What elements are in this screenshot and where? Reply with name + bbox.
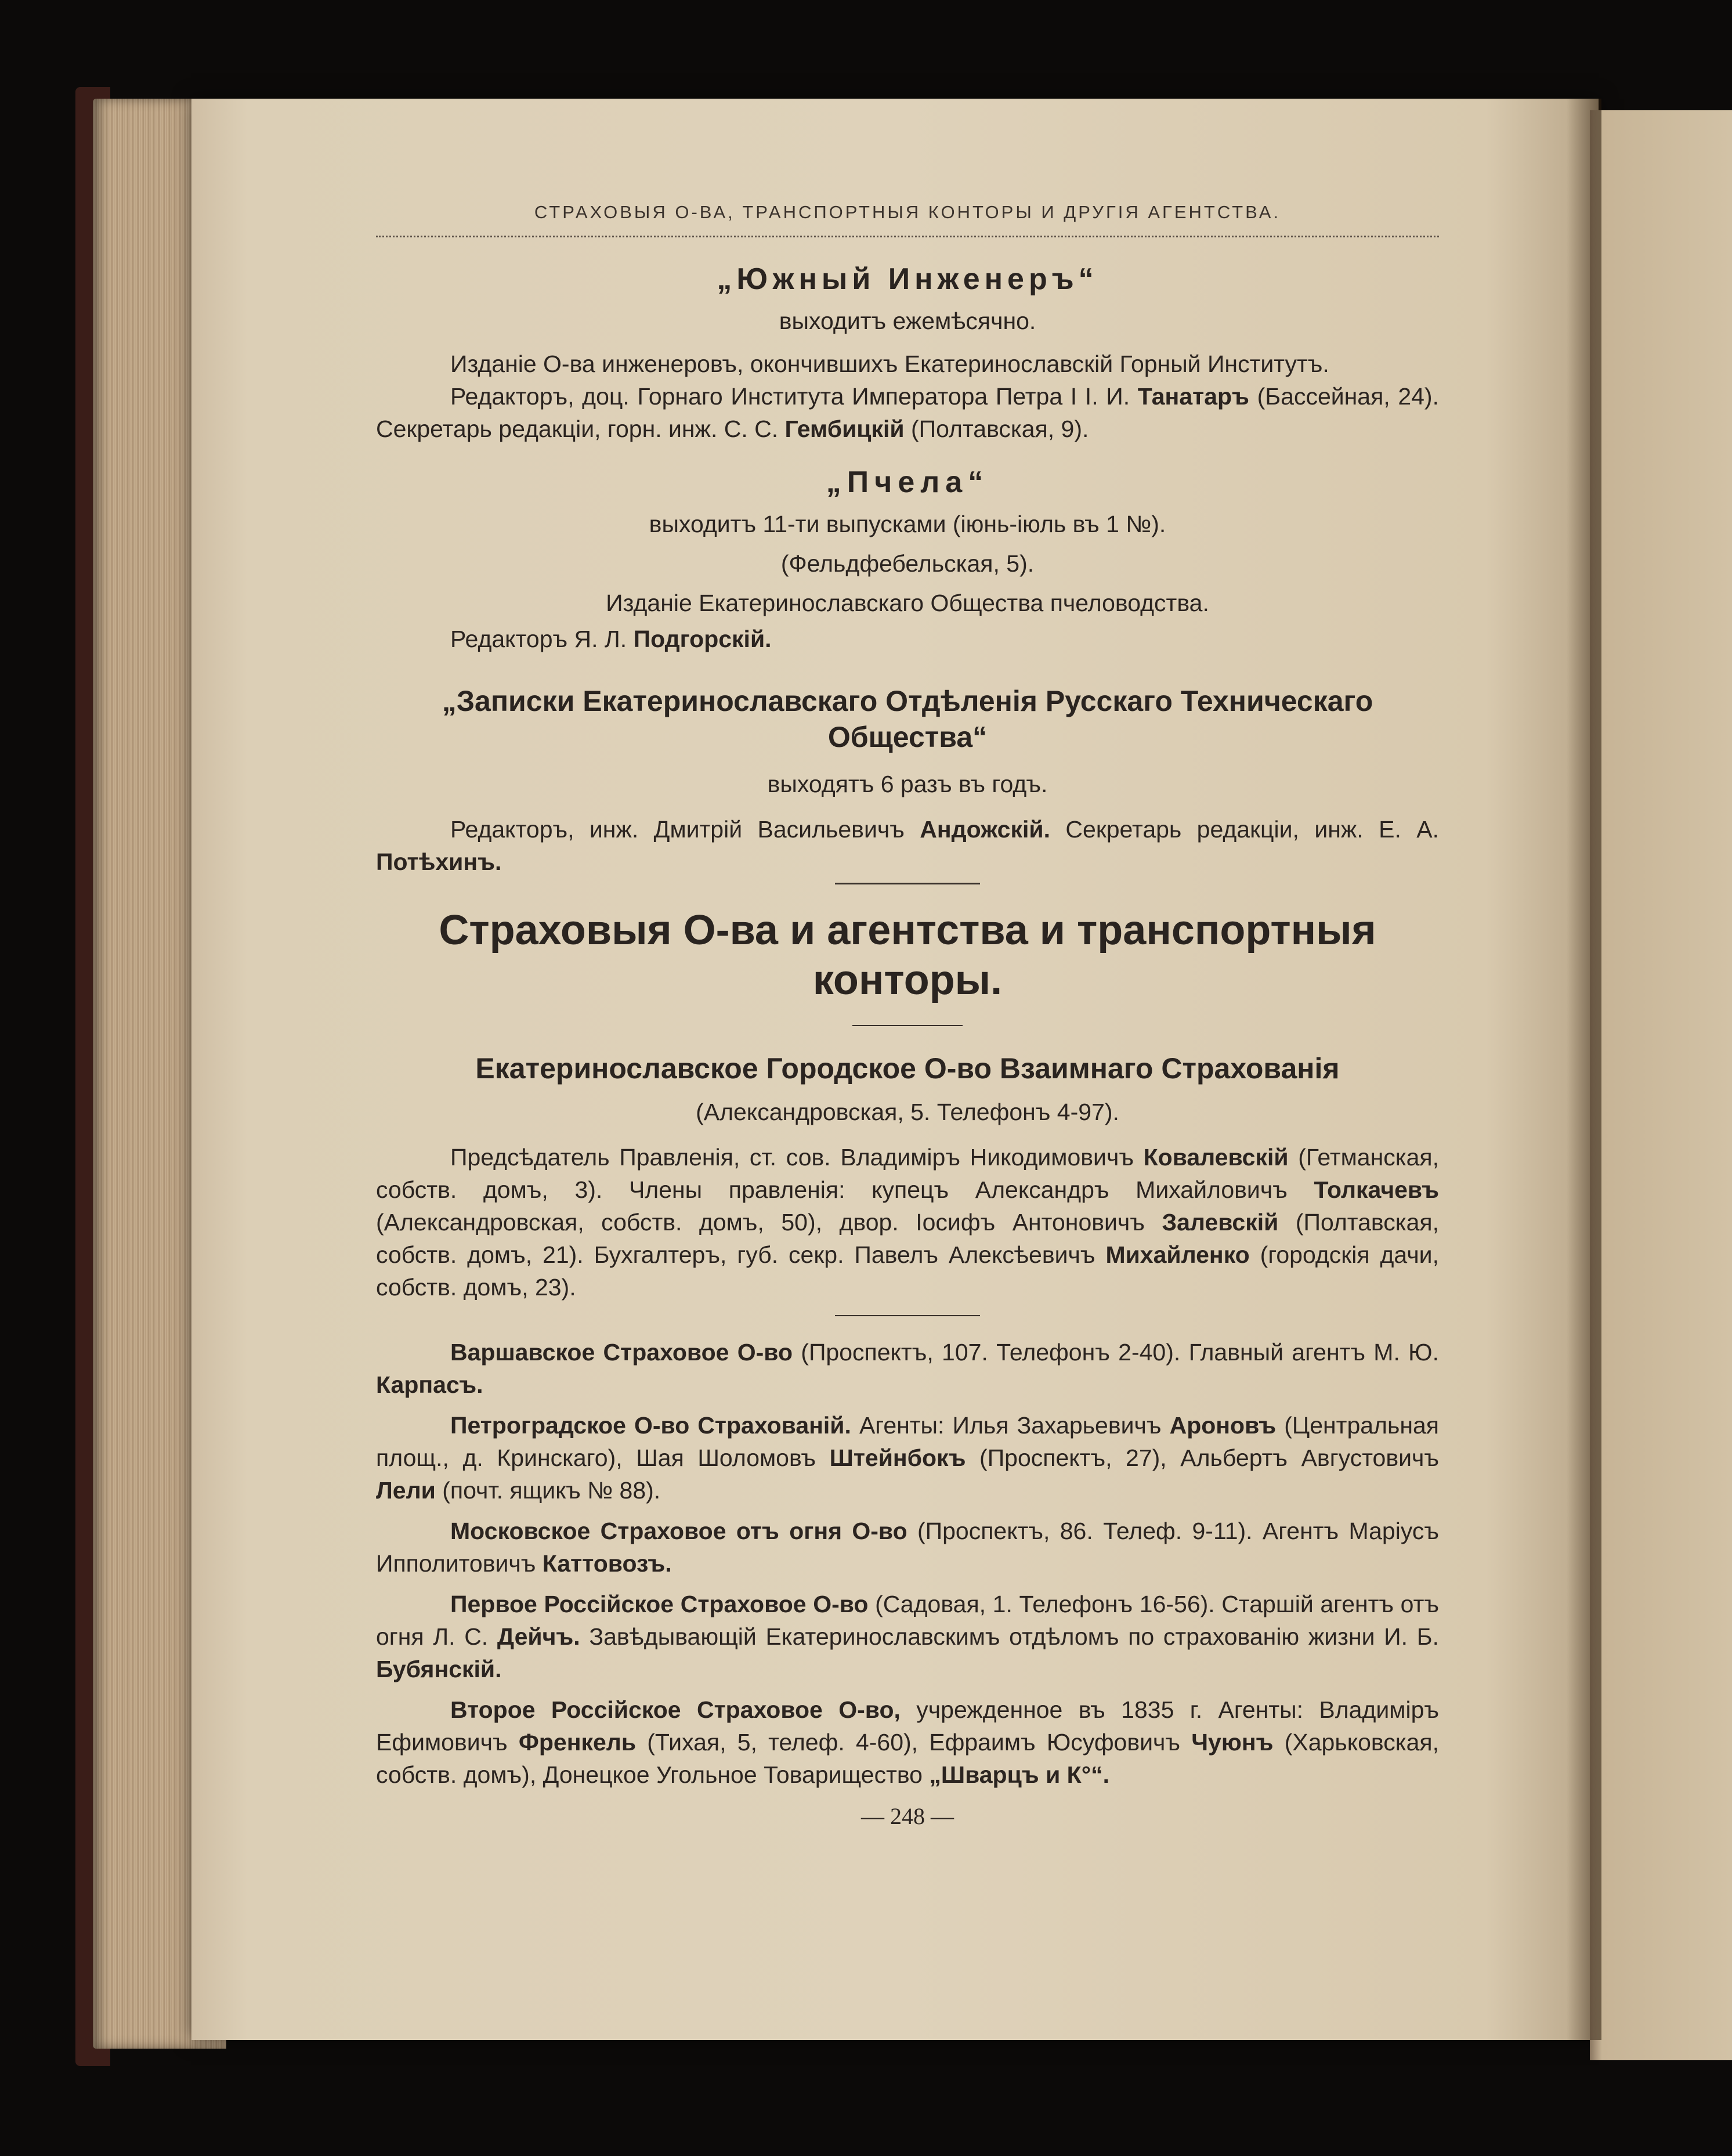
yuzhny-frequency: выходитъ ежемѣсячно. (779, 308, 1036, 334)
person-name: Залевскій (1162, 1209, 1279, 1236)
moscow-entry (376, 1515, 1439, 1580)
zapiski-editors (376, 813, 1439, 878)
person-name: „Шварцъ и К°“. (929, 1761, 1109, 1788)
person-name: Френкель (518, 1729, 637, 1756)
first-russian-entry (376, 1588, 1439, 1685)
text-span: (Проспектъ, 27), Альбертъ Августовичъ (979, 1444, 1439, 1471)
header-rule (376, 227, 1439, 237)
text-span: Завѣдывающій Екатеринославскимъ отдѣломъ по страхованію жизни И. Б. (589, 1623, 1439, 1650)
text-span: (Полтавская, собств. домъ, 21). Бухгалтеръ, губ. секр. Павелъ Алексѣевичъ (376, 1209, 1439, 1268)
person-name: Потѣхинъ. (376, 848, 502, 875)
page-gutter (1567, 99, 1601, 2040)
pchela-publisher: Изданіе Екатеринославскаго Общества пчеловодства. (606, 590, 1209, 616)
person-name: Подгорскій. (633, 626, 772, 652)
section-title: Страховыя О-ва и агентства и транспортныя конторы. (439, 907, 1376, 1003)
company-name: Московское Страховое отъ огня О-во (450, 1518, 907, 1544)
text-span: Предсѣдатель Правленія, ст. сов. Владиміръ Никодимовичъ (450, 1144, 1134, 1171)
text-span: (почт. ящикъ № 88). (442, 1477, 661, 1504)
text-span: (Александровская, собств. домъ, 50), двор. Іосифъ Антоновичъ (376, 1209, 1145, 1236)
person-name: Штейнбокъ (829, 1444, 966, 1471)
zapiski-frequency: выходятъ 6 разъ въ годъ. (767, 771, 1048, 797)
text-span: (Бассейная, 24). Секретарь редакціи, горн. инж. С. С. (376, 383, 1439, 442)
company-name: Петроградское О-во Страхованій. (450, 1412, 851, 1439)
pchela-frequency: выходитъ 11-ти выпусками (іюнь-іюль въ 1 №). (649, 511, 1166, 537)
text-span: (Тихая, 5, телеф. 4-60), Ефраимъ Юсуфовичъ (647, 1729, 1181, 1756)
text-span: (Проспектъ, 107. Телефонъ 2-40). Главный агентъ М. Ю. (801, 1339, 1439, 1366)
pchela-editor (376, 623, 1439, 655)
person-name: Танатаръ (1137, 383, 1249, 410)
person-name: Гембицкій (784, 416, 905, 442)
company-name: Второе Россійское Страховое О-во, (450, 1696, 901, 1723)
facing-page (1590, 110, 1732, 2060)
text-span: (Харьковская, собств. домъ), Донецкое Угольное Товарищество (376, 1729, 1439, 1788)
pchela-title: „Пчела“ (826, 465, 989, 499)
page-content (376, 192, 1439, 1830)
person-name: Карпасъ. (376, 1371, 483, 1398)
person-name: Каттовозъ. (542, 1550, 672, 1577)
person-name: Михайленко (1105, 1241, 1250, 1268)
person-name: Ароновъ (1169, 1412, 1277, 1439)
person-name: Лели (376, 1477, 436, 1504)
yuzhny-editors (376, 380, 1439, 445)
person-name: Дейчъ. (497, 1623, 580, 1650)
company-name: Варшавское Страховое О-во (450, 1339, 793, 1366)
section-divider-small (852, 1025, 963, 1026)
ekat-title: Екатеринославское Городское О-во Взаимнаго Страхованія (475, 1052, 1340, 1085)
text-span: Агенты: Илья Захарьевичъ (859, 1412, 1162, 1439)
text-span: Секретарь редакціи, инж. Е. А. (1065, 816, 1439, 843)
zapiski-title: „Записки Екатеринославскаго Отдѣленія Русскаго Техническаго Общества“ (442, 685, 1373, 753)
person-name: Бубянскій. (376, 1656, 502, 1682)
person-name: Чуюнъ (1191, 1729, 1274, 1756)
text-span: Редакторъ Я. Л. (450, 626, 627, 652)
person-name: Ковалевскій (1143, 1144, 1289, 1171)
pchela-address: (Фельдфебельская, 5). (780, 550, 1035, 577)
yuzhny-title: „Южный Инженеръ“ (717, 262, 1098, 296)
text-span: (Садовая, 1. Телефонъ 16-56). Старшій агентъ отъ огня Л. С. (376, 1591, 1439, 1650)
person-name: Андожскій. (920, 816, 1050, 843)
text-span: учрежденное въ 1835 г. Агенты: Владиміръ Ефимовичъ (376, 1696, 1439, 1756)
text-span: Редакторъ, инж. Дмитрій Васильевичъ (450, 816, 905, 843)
yuzhny-publisher: Изданіе О-ва инженеровъ, окончившихъ Екатеринославскій Горный Институтъ. (450, 351, 1329, 377)
ekat-address: (Александровская, 5. Телефонъ 4-97). (696, 1099, 1119, 1125)
company-name: Первое Россійское Страховое О-во (450, 1591, 869, 1617)
person-name: Толкачевъ (1314, 1176, 1439, 1203)
ekat-board (376, 1141, 1439, 1303)
page-number: — 248 — (861, 1803, 954, 1829)
petrograd-entry (376, 1409, 1439, 1507)
text-span: (Центральная площ., д. Кринскаго), Шая Шоломовъ (376, 1412, 1439, 1471)
warsaw-entry (376, 1336, 1439, 1401)
entry-divider (835, 1315, 980, 1316)
running-head: СТРАХОВЫЯ О-ВА, ТРАНСПОРТНЫЯ КОНТОРЫ И ДРУГІЯ АГЕНТСТВА. (534, 202, 1281, 222)
second-russian-entry (376, 1693, 1439, 1791)
text-span: (Гетманская, собств. домъ, 3). Члены правленія: купецъ Александръ Михайловичъ (376, 1144, 1439, 1203)
text-span: (городскія дачи, собств. домъ, 23). (376, 1241, 1439, 1301)
text-span: (Полтавская, 9). (911, 416, 1089, 442)
section-divider (835, 883, 980, 884)
text-span: (Проспектъ, 86. Телеф. 9-11). Агентъ Маріусъ Ипполитовичъ (376, 1518, 1439, 1577)
text-span: Редакторъ, доц. Горнаго Института Императора Петра I І. И. (450, 383, 1130, 410)
